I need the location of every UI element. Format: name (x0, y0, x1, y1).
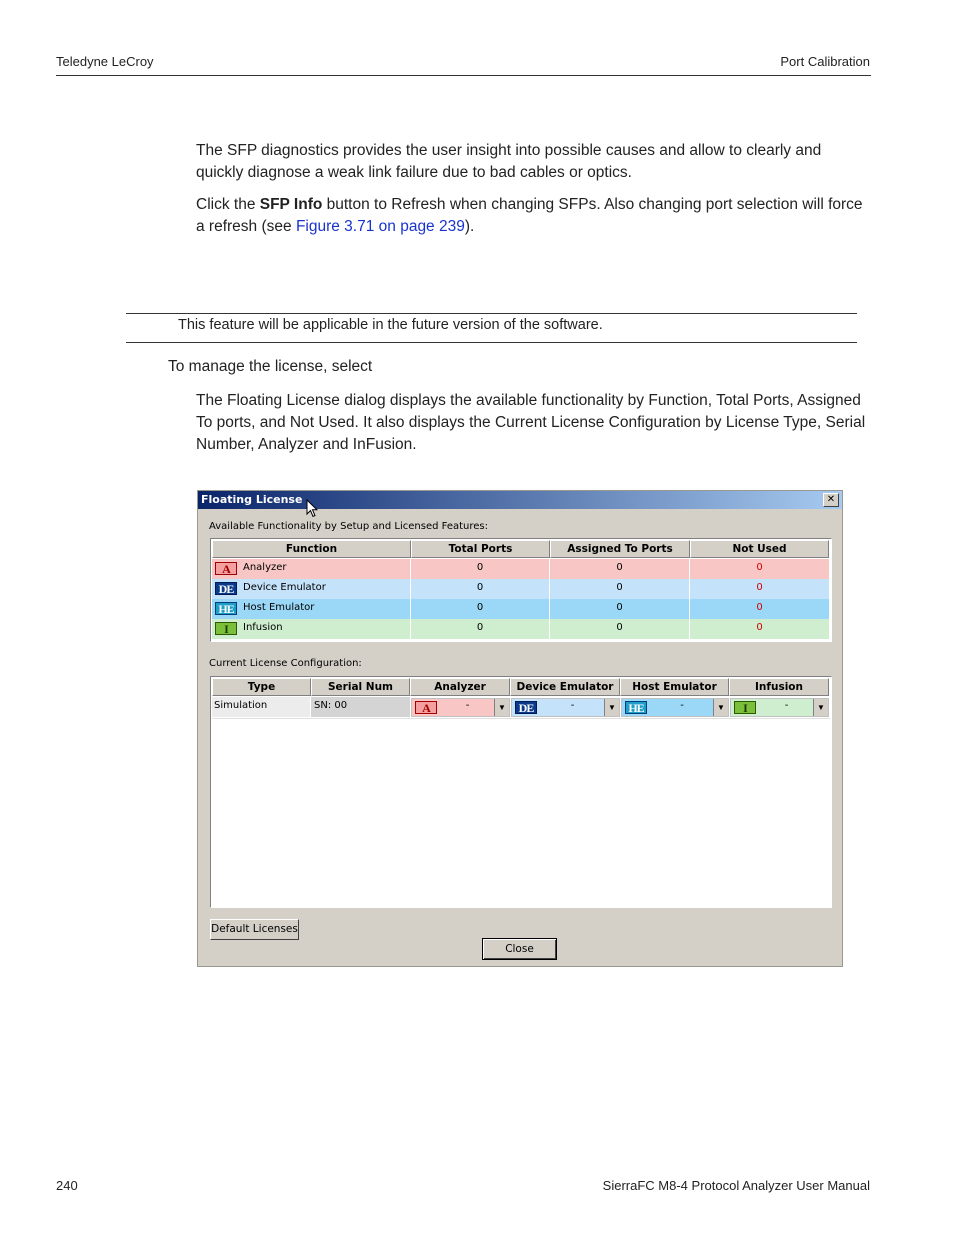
running-header-left: Teledyne LeCroy (56, 54, 154, 69)
paragraph-sfp-info (196, 194, 872, 238)
infusion-icon: I (215, 622, 237, 635)
col-infusion[interactable]: Infusion (729, 678, 829, 696)
analyzer-icon: A (215, 562, 237, 575)
chevron-down-icon[interactable]: ▼ (604, 699, 619, 716)
col-device-emulator[interactable]: Device Emulator (510, 678, 620, 696)
p2-pre: Click the (196, 196, 260, 213)
paragraph-sfp-diagnostics: The SFP diagnostics provides the user insight into possible causes and allow to clearly and quickly diagnose a weak link failure due to bad cables or optics. (196, 142, 822, 181)
note-text: This feature will be applicable in the future version of the software. (178, 317, 603, 333)
floating-license-dialog (197, 490, 843, 967)
table-row[interactable] (212, 697, 830, 719)
col-type[interactable]: Type (212, 678, 311, 696)
not-used-value: 0 (756, 602, 763, 613)
function-name: Analyzer (243, 562, 287, 573)
assigned-ports-cell: 0 (550, 559, 690, 579)
col-serial-num[interactable]: Serial Num (311, 678, 410, 696)
col-function[interactable]: Function (212, 540, 411, 558)
figure-link[interactable]: Figure 3.71 on page 239 (295, 218, 465, 235)
function-cell (212, 599, 411, 619)
not-used-cell (690, 559, 830, 579)
host-emulator-icon: HE (215, 602, 237, 615)
page-number: 240 (56, 1178, 78, 1193)
host-emulator-icon: HE (625, 701, 647, 714)
not-used-cell (690, 599, 830, 619)
total-ports-cell: 0 (411, 619, 550, 639)
table-row[interactable] (212, 599, 830, 619)
dialog-close-icon[interactable]: ✕ (823, 493, 839, 507)
header-rule (56, 75, 871, 76)
mouse-pointer-icon (306, 499, 318, 519)
device-emulator-value: - (570, 700, 575, 711)
paragraph-floating-license: The Floating License dialog displays the available functionality by Function, Total Ports, Assigned To ports, and Not Used. It also displays the Current License Configuration by License Type, Serial Number, Analyzer and InFusion. (196, 392, 866, 453)
available-functionality-label: Available Functionality by Setup and Licensed Features: (209, 521, 488, 532)
device-emulator-combo[interactable] (511, 698, 620, 717)
device-emulator-icon: DE (515, 701, 537, 714)
sfp-info-bold: SFP Info (259, 196, 323, 213)
col-host-emulator[interactable]: Host Emulator (620, 678, 729, 696)
note-rule-bottom (126, 342, 857, 343)
assigned-ports-cell: 0 (550, 619, 690, 639)
chevron-down-icon[interactable]: ▼ (813, 699, 828, 716)
assigned-ports-cell: 0 (550, 599, 690, 619)
col-not-used[interactable]: Not Used (690, 540, 829, 558)
manual-title: SierraFC M8-4 Protocol Analyzer User Manual (602, 1178, 870, 1193)
current-license-label: Current License Configuration: (209, 658, 362, 669)
total-ports-cell: 0 (411, 579, 550, 599)
not-used-cell (690, 619, 830, 639)
total-ports-cell: 0 (411, 559, 550, 579)
total-ports-cell: 0 (411, 599, 550, 619)
table-row[interactable] (212, 619, 830, 639)
analyzer-combo[interactable] (411, 698, 510, 717)
chevron-down-icon[interactable]: ▼ (494, 699, 509, 716)
function-cell (212, 559, 411, 579)
function-name: Device Emulator (243, 582, 326, 593)
assigned-ports-cell: 0 (550, 579, 690, 599)
license-grid (210, 676, 832, 908)
close-button[interactable]: Close (482, 938, 557, 960)
dialog-titlebar[interactable] (198, 491, 842, 509)
col-total-ports[interactable]: Total Ports (411, 540, 550, 558)
col-assigned-ports[interactable]: Assigned To Ports (550, 540, 690, 558)
type-cell: Simulation (212, 697, 311, 717)
function-cell (212, 579, 411, 599)
col-analyzer[interactable]: Analyzer (410, 678, 510, 696)
p2-post: ). (464, 218, 475, 235)
function-grid (210, 538, 832, 642)
not-used-value: 0 (756, 622, 763, 633)
p2-mid: button to Refresh when changing SFPs. Also changing port selection will force a refresh (see (196, 196, 863, 235)
dialog-title: Floating License (201, 493, 303, 506)
not-used-value: 0 (756, 582, 763, 593)
function-cell (212, 619, 411, 639)
analyzer-icon: A (415, 701, 437, 714)
table-row[interactable] (212, 579, 830, 599)
infusion-icon: I (734, 701, 756, 714)
manage-license-text: To manage the license, select (168, 358, 373, 375)
table-row[interactable] (212, 559, 830, 579)
default-licenses-button[interactable]: Default Licenses (210, 919, 299, 940)
infusion-value: - (784, 700, 789, 711)
not-used-cell (690, 579, 830, 599)
function-name: Host Emulator (243, 602, 315, 613)
function-name: Infusion (243, 622, 283, 633)
not-used-value: 0 (756, 562, 763, 573)
host-emulator-combo[interactable] (621, 698, 729, 717)
serial-cell: SN: 00 (311, 697, 411, 717)
analyzer-value: - (465, 700, 470, 711)
note-rule-top (126, 313, 857, 314)
device-emulator-icon: DE (215, 582, 237, 595)
infusion-combo[interactable] (730, 698, 829, 717)
chevron-down-icon[interactable]: ▼ (713, 699, 728, 716)
host-emulator-value: - (680, 700, 684, 711)
running-header-right: Port Calibration (780, 54, 870, 69)
